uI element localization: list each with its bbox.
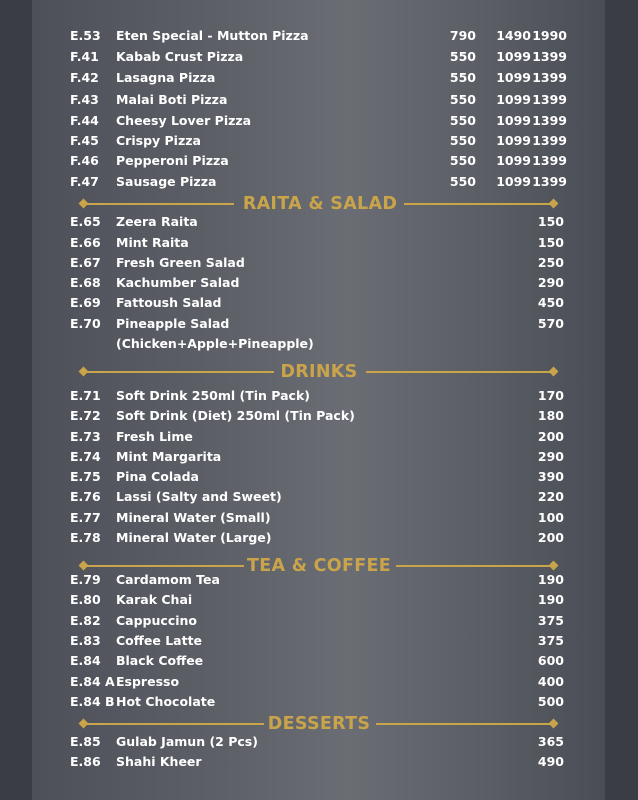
item-price: 490 — [537, 754, 564, 769]
item-code: F.43 — [70, 92, 99, 107]
ornament-line — [404, 203, 554, 205]
item-code: E.86 — [70, 754, 101, 769]
item-price-large: 1399 — [532, 133, 567, 148]
section-title: DESSERTS — [267, 714, 371, 734]
menu-item — [0, 386, 638, 406]
menu-item — [0, 293, 638, 313]
item-name: Kachumber Salad — [116, 275, 240, 290]
ornament-line — [84, 203, 234, 205]
item-price-medium: 1099 — [496, 70, 531, 85]
menu-item — [0, 90, 638, 110]
item-name: Black Coffee — [116, 653, 204, 668]
menu-item — [0, 732, 638, 752]
item-price-large: 1399 — [532, 70, 567, 85]
item-price-medium: 1099 — [496, 49, 531, 64]
item-price: 375 — [537, 633, 564, 648]
item-price-medium: 1099 — [496, 113, 531, 128]
menu-item — [0, 752, 638, 772]
item-code: F.46 — [70, 153, 99, 168]
item-code: E.68 — [70, 275, 101, 290]
item-code: E.85 — [70, 734, 101, 749]
item-price-large: 1399 — [532, 153, 567, 168]
menu-item — [0, 692, 638, 712]
item-code: E.77 — [70, 510, 101, 525]
item-price: 600 — [537, 653, 564, 668]
item-code: E.83 — [70, 633, 101, 648]
item-code: E.74 — [70, 449, 101, 464]
item-code: E.66 — [70, 235, 101, 250]
item-name: Soft Drink 250ml (Tin Pack) — [116, 388, 310, 403]
ornament-diamond — [549, 199, 559, 209]
item-price: 570 — [537, 316, 564, 331]
menu-item — [0, 131, 638, 151]
ornament-line — [84, 565, 244, 567]
ornament-diamond — [549, 719, 559, 729]
menu-item — [0, 212, 638, 232]
section-title: RAITA & SALAD — [242, 194, 398, 214]
item-price-large: 1990 — [532, 28, 567, 43]
item-price: 190 — [537, 592, 564, 607]
item-price-large: 1399 — [532, 174, 567, 189]
item-name: Pineapple Salad — [116, 316, 230, 331]
item-price-medium: 1490 — [496, 28, 531, 43]
item-price: 200 — [537, 429, 564, 444]
menu-item — [0, 427, 638, 447]
item-code: E.70 — [70, 316, 101, 331]
ornament-line — [376, 723, 554, 725]
item-name: Pina Colada — [116, 469, 199, 484]
menu-item — [0, 487, 638, 507]
item-name: Mineral Water (Large) — [116, 530, 272, 545]
ornament-line — [366, 371, 554, 373]
item-price-small: 550 — [449, 174, 476, 189]
item-price: 375 — [537, 613, 564, 628]
item-name: Hot Chocolate — [116, 694, 216, 709]
ornament-diamond — [549, 367, 559, 377]
menu-item — [0, 447, 638, 467]
item-code: E.76 — [70, 489, 101, 504]
item-name: Lassi (Salty and Sweet) — [116, 489, 282, 504]
item-price: 500 — [537, 694, 564, 709]
menu-item — [0, 26, 638, 46]
item-price-medium: 1099 — [496, 174, 531, 189]
ornament-diamond — [549, 561, 559, 571]
item-name: Mint Raita — [116, 235, 189, 250]
item-code: F.44 — [70, 113, 99, 128]
menu-item — [0, 111, 638, 131]
menu-item — [0, 508, 638, 528]
item-price-large: 1399 — [532, 113, 567, 128]
item-code: E.84 — [70, 653, 101, 668]
item-name: Cheesy Lover Pizza — [116, 113, 252, 128]
item-code: E.67 — [70, 255, 101, 270]
section-heading-drinks — [0, 359, 638, 385]
item-name: Malai Boti Pizza — [116, 92, 228, 107]
item-price: 170 — [537, 388, 564, 403]
item-note: (Chicken+Apple+Pineapple) — [116, 336, 314, 351]
item-code: E.84 A — [70, 674, 115, 689]
item-code: E.73 — [70, 429, 101, 444]
item-name: Karak Chai — [116, 592, 193, 607]
item-price: 400 — [537, 674, 564, 689]
menu-item — [0, 611, 638, 631]
menu-item — [0, 172, 638, 192]
section-title: DRINKS — [280, 362, 358, 382]
item-name: Shahi Kheer — [116, 754, 202, 769]
item-price: 250 — [537, 255, 564, 270]
item-code: E.65 — [70, 214, 101, 229]
menu-item — [0, 570, 638, 590]
item-price: 390 — [537, 469, 564, 484]
item-code: F.47 — [70, 174, 99, 189]
item-name: Cappuccino — [116, 613, 197, 628]
section-title: TEA & COFFEE — [246, 556, 392, 576]
menu-item — [0, 233, 638, 253]
item-name: Lasagna Pizza — [116, 70, 216, 85]
menu-item — [0, 467, 638, 487]
menu-item — [0, 590, 638, 610]
item-name: Fattoush Salad — [116, 295, 222, 310]
menu-item — [0, 528, 638, 548]
item-code: E.79 — [70, 572, 101, 587]
menu-item — [0, 406, 638, 426]
item-name: Eten Special - Mutton Pizza — [116, 28, 309, 43]
item-name: Fresh Green Salad — [116, 255, 245, 270]
item-price: 450 — [537, 295, 564, 310]
item-code: E.53 — [70, 28, 101, 43]
item-name: Espresso — [116, 674, 180, 689]
item-price-medium: 1099 — [496, 153, 531, 168]
item-code: E.72 — [70, 408, 101, 423]
item-code: E.75 — [70, 469, 101, 484]
item-price-small: 550 — [449, 92, 476, 107]
item-name: Pepperoni Pizza — [116, 153, 229, 168]
ornament-line — [84, 371, 274, 373]
item-name: Fresh Lime — [116, 429, 193, 444]
item-code: E.84 B — [70, 694, 115, 709]
item-price: 190 — [537, 572, 564, 587]
item-price-small: 550 — [449, 113, 476, 128]
menu-item — [0, 314, 638, 334]
menu-item — [0, 672, 638, 692]
item-code: E.71 — [70, 388, 101, 403]
item-price-small: 550 — [449, 49, 476, 64]
item-code: E.82 — [70, 613, 101, 628]
item-code: E.80 — [70, 592, 101, 607]
item-price: 180 — [537, 408, 564, 423]
item-price-small: 550 — [449, 153, 476, 168]
menu-item — [0, 273, 638, 293]
item-name: Kabab Crust Pizza — [116, 49, 244, 64]
item-price: 150 — [537, 235, 564, 250]
item-name: Mineral Water (Small) — [116, 510, 271, 525]
item-price-small: 550 — [449, 133, 476, 148]
item-price-medium: 1099 — [496, 92, 531, 107]
ornament-line — [84, 723, 264, 725]
item-price-small: 550 — [449, 70, 476, 85]
menu-item — [0, 151, 638, 171]
item-price: 150 — [537, 214, 564, 229]
menu-item-note — [0, 334, 638, 354]
menu-item — [0, 631, 638, 651]
item-price-large: 1399 — [532, 49, 567, 64]
item-name: Coffee Latte — [116, 633, 203, 648]
menu-item — [0, 68, 638, 88]
ornament-line — [396, 565, 554, 567]
item-price-small: 790 — [449, 28, 476, 43]
item-name: Soft Drink (Diet) 250ml (Tin Pack) — [116, 408, 355, 423]
item-name: Cardamom Tea — [116, 572, 220, 587]
item-code: F.41 — [70, 49, 99, 64]
item-name: Mint Margarita — [116, 449, 222, 464]
menu-item — [0, 253, 638, 273]
item-name: Sausage Pizza — [116, 174, 217, 189]
item-price-large: 1399 — [532, 92, 567, 107]
item-code: E.78 — [70, 530, 101, 545]
item-price: 200 — [537, 530, 564, 545]
item-code: F.42 — [70, 70, 99, 85]
item-name: Zeera Raita — [116, 214, 198, 229]
item-name: Gulab Jamun (2 Pcs) — [116, 734, 258, 749]
item-code: F.45 — [70, 133, 99, 148]
menu-item — [0, 651, 638, 671]
item-price: 290 — [537, 449, 564, 464]
item-price: 100 — [537, 510, 564, 525]
item-code: E.69 — [70, 295, 101, 310]
menu-item — [0, 47, 638, 67]
item-price: 365 — [537, 734, 564, 749]
item-price: 220 — [537, 489, 564, 504]
item-name: Crispy Pizza — [116, 133, 201, 148]
item-price: 290 — [537, 275, 564, 290]
item-price-medium: 1099 — [496, 133, 531, 148]
